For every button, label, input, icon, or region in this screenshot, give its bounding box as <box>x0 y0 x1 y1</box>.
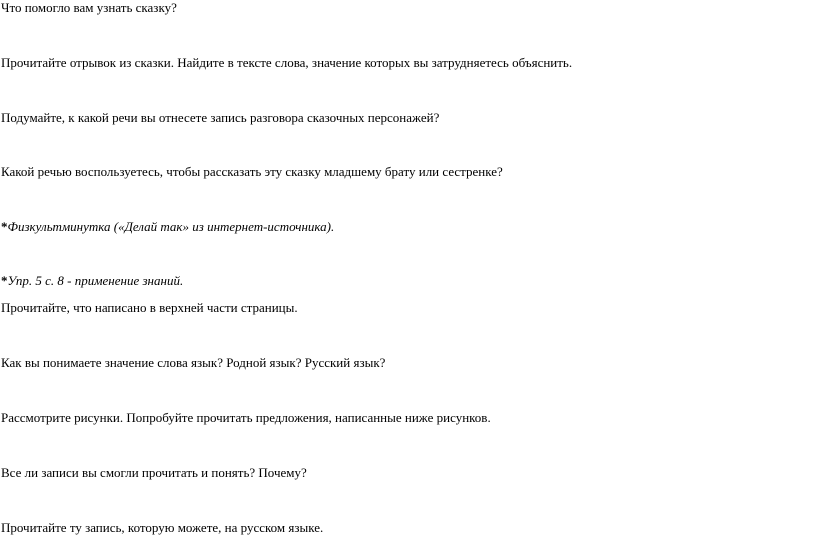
exercise-task-text: Упр. 5 с. 8 - применение знаний. <box>7 273 184 288</box>
instruction-look-pictures: Рассмотрите рисунки. Попробуйте прочитать предложения, написанные ниже рисунков. <box>1 410 491 425</box>
question-meaning-language: Как вы понимаете значение слова язык? Родной язык? Русский язык? <box>1 355 386 370</box>
instruction-read-top: Прочитайте, что написано в верхней части страницы. <box>1 300 298 315</box>
question-could-read: Все ли записи вы смогли прочитать и понять? Почему? <box>1 465 307 480</box>
bullet-star: * <box>1 219 8 234</box>
instruction-read-russian: Прочитайте ту запись, которую можете, на русском языке. <box>1 520 324 535</box>
question-how-recognized-tale: Что помогло вам узнать сказку? <box>1 0 177 15</box>
exercise-task-line <box>1 273 183 289</box>
exercise-break-line <box>1 219 334 235</box>
exercise-break-text: Физкультминутка («Делай так» из интернет-источника). <box>7 219 335 234</box>
instruction-read-excerpt: Прочитайте отрывок из сказки. Найдите в тексте слова, значение которых вы затрудняетесь объяснить. <box>1 55 573 70</box>
question-type-of-speech: Подумайте, к какой речи вы отнесете запись разговора сказочных персонажей? <box>1 110 440 125</box>
bullet-star: * <box>1 273 8 288</box>
question-retell-speech: Какой речью воспользуетесь, чтобы рассказать эту сказку младшему брату или сестренке? <box>1 164 503 179</box>
